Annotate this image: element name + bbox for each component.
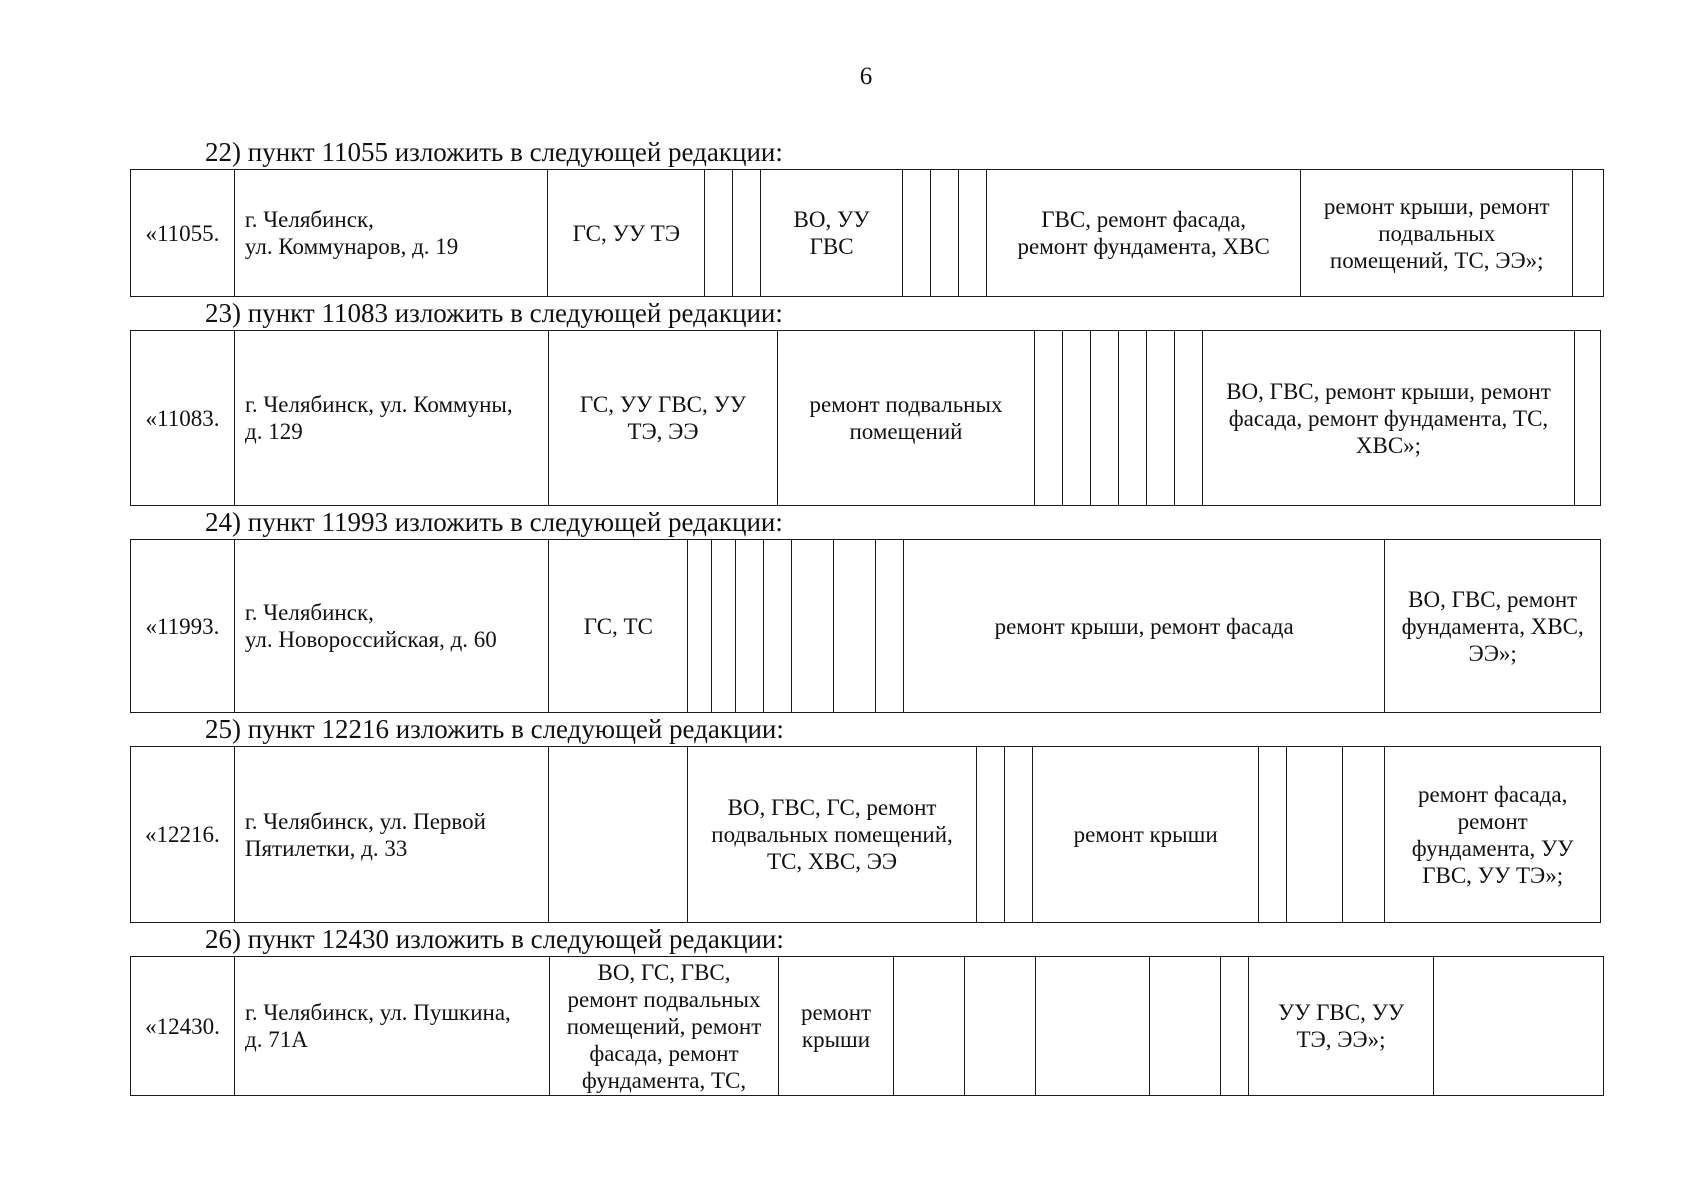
table-row-11993 (130, 539, 1601, 713)
table-row-12216 (130, 746, 1601, 923)
cell-col-10 (1175, 331, 1203, 505)
cell-col-4 (688, 540, 712, 712)
cell-col-5 (712, 540, 736, 712)
cell-number: «12430. (131, 957, 235, 1095)
cell-col-9 (1221, 957, 1249, 1095)
cell-col-4: ремонт подвальных помещений (778, 331, 1035, 505)
cell-col-7 (764, 540, 792, 712)
cell-col-12: ВО, ГВС, ремонт фундамента, ХВС, ЭЭ»; (1401, 586, 1584, 666)
instruction-26: 26) пункт 12430 изложить в следующей редакции: (205, 924, 784, 954)
instruction-22: 22) пункт 11055 изложить в следующей редакции: (205, 137, 783, 167)
cell-col-8 (931, 170, 959, 296)
cell-col-6 (736, 540, 764, 712)
cell-number: «11055. (131, 170, 235, 296)
cell-col-11: ремонт крыши, ремонт фасада (904, 540, 1385, 712)
cell-col-9 (959, 170, 987, 296)
cell-col-12 (1575, 331, 1600, 505)
cell-col-11: ремонт крыши, ремонт подвальных помещений, ТС, ЭЭ»; (1301, 170, 1573, 296)
cell-col-7: ремонт крыши (1033, 747, 1260, 922)
cell-number: «11083. (131, 331, 235, 505)
cell-col-5 (733, 170, 761, 296)
cell-col-7 (1036, 957, 1150, 1095)
cell-col-9 (1287, 747, 1343, 922)
cell-col-8 (1119, 331, 1147, 505)
cell-col-6 (1063, 331, 1091, 505)
cell-col-5 (977, 747, 1005, 922)
cell-col-3: ГС, УУ ТЭ (548, 170, 705, 296)
cell-col-7 (1091, 331, 1119, 505)
cell-col-8 (792, 540, 834, 712)
table-row-11055 (130, 169, 1604, 297)
instruction-24: 24) пункт 11993 изложить в следующей редакции: (205, 507, 783, 537)
cell-address: г. Челябинск, ул. Первой Пятилетки, д. 33 (235, 747, 550, 922)
cell-number: «11993. (131, 540, 235, 712)
cell-col-5 (894, 957, 965, 1095)
cell-col-3 (549, 747, 688, 922)
cell-col-3: ГС, ТС (549, 540, 688, 712)
page-number: 6 (859, 63, 873, 90)
cell-address: г. Челябинск, ул. Коммуны, д. 129 (235, 331, 549, 505)
cell-col-3: ВО, ГС, ГВС, ремонт подвальных помещений, ремонт фасада, ремонт фундамента, ТС, (550, 957, 779, 1095)
cell-col-11: ВО, ГВС, ремонт крыши, ремонт фасада, ремонт фундамента, ТС, ХВС»; (1203, 331, 1575, 505)
cell-col-11 (1434, 957, 1535, 1095)
table-row-12430 (130, 956, 1604, 1096)
instruction-23: 23) пункт 11083 изложить в следующей редакции: (205, 298, 783, 328)
cell-col-5 (1035, 331, 1063, 505)
cell-col-4 (705, 170, 733, 296)
cell-address: г. Челябинск, ул. Новороссийская, д. 60 (235, 540, 550, 712)
cell-col-4: ремонт крыши (779, 957, 894, 1095)
cell-col-8 (1259, 747, 1287, 922)
cell-col-11: ремонт фасада, ремонт фундамента, УУ ГВС, УУ ТЭ»; (1411, 781, 1574, 888)
instruction-25: 25) пункт 12216 изложить в следующей редакции: (205, 714, 784, 744)
cell-col-10 (876, 540, 904, 712)
cell-col-10: УУ ГВС, УУ ТЭ, ЭЭ»; (1249, 957, 1434, 1095)
cell-col-12 (1573, 170, 1603, 296)
table-row-11083 (130, 330, 1601, 506)
cell-col-6 (1005, 747, 1033, 922)
cell-col-10: ГВС, ремонт фасада, ремонт фундамента, ХВС (987, 170, 1302, 296)
cell-col-10 (1343, 747, 1385, 922)
cell-col-6: ВО, УУ ГВС (761, 170, 903, 296)
cell-number: «12216. (131, 747, 235, 922)
cell-address: г. Челябинск, ул. Коммунаров, д. 19 (235, 170, 549, 296)
cell-col-7 (903, 170, 931, 296)
cell-col-4: ВО, ГВС, ГС, ремонт подвальных помещений, ТС, ХВС, ЭЭ (688, 747, 977, 922)
cell-col-9 (834, 540, 876, 712)
cell-col-3: ГС, УУ ГВС, УУ ТЭ, ЭЭ (549, 331, 778, 505)
cell-col-8 (1150, 957, 1221, 1095)
cell-address: г. Челябинск, ул. Пушкина, д. 71А (235, 957, 550, 1095)
cell-col-6 (965, 957, 1036, 1095)
cell-col-9 (1147, 331, 1175, 505)
